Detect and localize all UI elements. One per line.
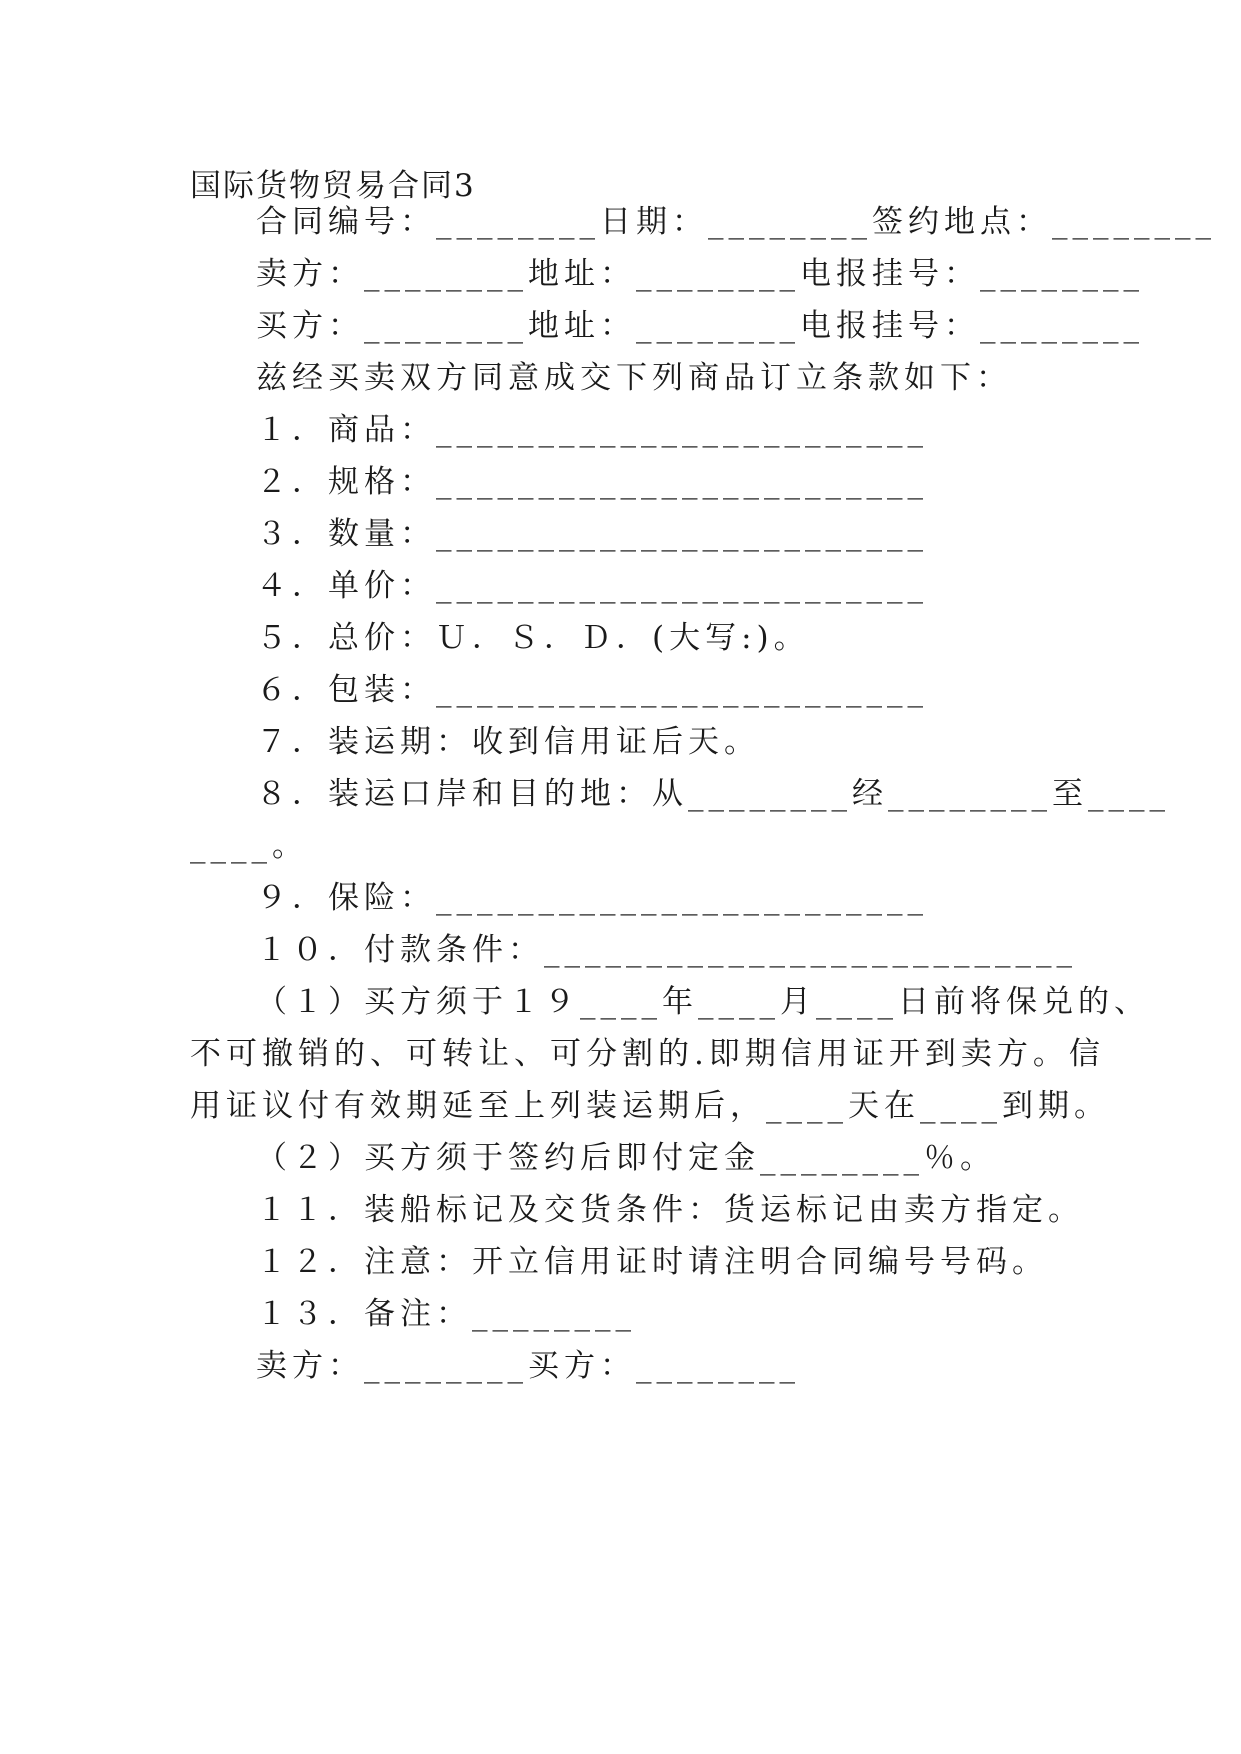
clause-shipping-marks: １１．装船标记及交货条件：货运标记由卖方指定。 bbox=[256, 1192, 1084, 1228]
clause-shipment-period: ７．装运期：收到信用证后天。 bbox=[256, 724, 760, 760]
signature-line: 卖方：________买方：________ bbox=[256, 1348, 800, 1384]
clause-port-destination-cont: ____。 bbox=[190, 828, 308, 864]
clause-specification: ２．规格：________________________ bbox=[256, 464, 928, 500]
clause-packing: ６．包装：________________________ bbox=[256, 672, 928, 708]
seller-info-line: 卖方：________地址：________电报挂号：________ bbox=[256, 256, 1144, 292]
clause-attention: １２．注意：开立信用证时请注明合同编号号码。 bbox=[256, 1244, 1048, 1280]
clause-quantity: ３．数量：________________________ bbox=[256, 516, 928, 552]
buyer-info-line: 买方：________地址：________电报挂号：________ bbox=[256, 308, 1144, 344]
payment-subclause-1: （１）买方须于１９____年____月____日前将保兑的、 bbox=[256, 984, 1150, 1020]
payment-subclause-1-cont-b: 用证议付有效期延至上列装运期后，____天在____到期。 bbox=[190, 1088, 1110, 1124]
clause-total-price: ５．总价：Ｕ．Ｓ．Ｄ．(大写:)。 bbox=[256, 620, 810, 656]
clause-commodity: １．商品：________________________ bbox=[256, 412, 928, 448]
clause-remarks: １３．备注：________ bbox=[256, 1296, 636, 1332]
clause-unit-price: ４．单价：________________________ bbox=[256, 568, 928, 604]
payment-subclause-1-cont-a: 不可撤销的、可转让、可分割的.即期信用证开到卖方。信 bbox=[190, 1036, 1105, 1072]
clause-insurance: ９．保险：________________________ bbox=[256, 880, 928, 916]
document-title: 国际货物贸易合同3 bbox=[190, 168, 476, 204]
clause-port-destination: ８．装运口岸和目的地：从________经________至____ bbox=[256, 776, 1170, 812]
clause-payment-terms: １０．付款条件：__________________________ bbox=[256, 932, 1077, 968]
agreement-intro-line: 兹经买卖双方同意成交下列商品订立条款如下： bbox=[256, 360, 1012, 396]
payment-subclause-2: （２）买方须于签约后即付定金________％。 bbox=[256, 1140, 996, 1176]
contract-number-line: 合同编号：________日期：________签约地点：________ bbox=[256, 204, 1216, 240]
